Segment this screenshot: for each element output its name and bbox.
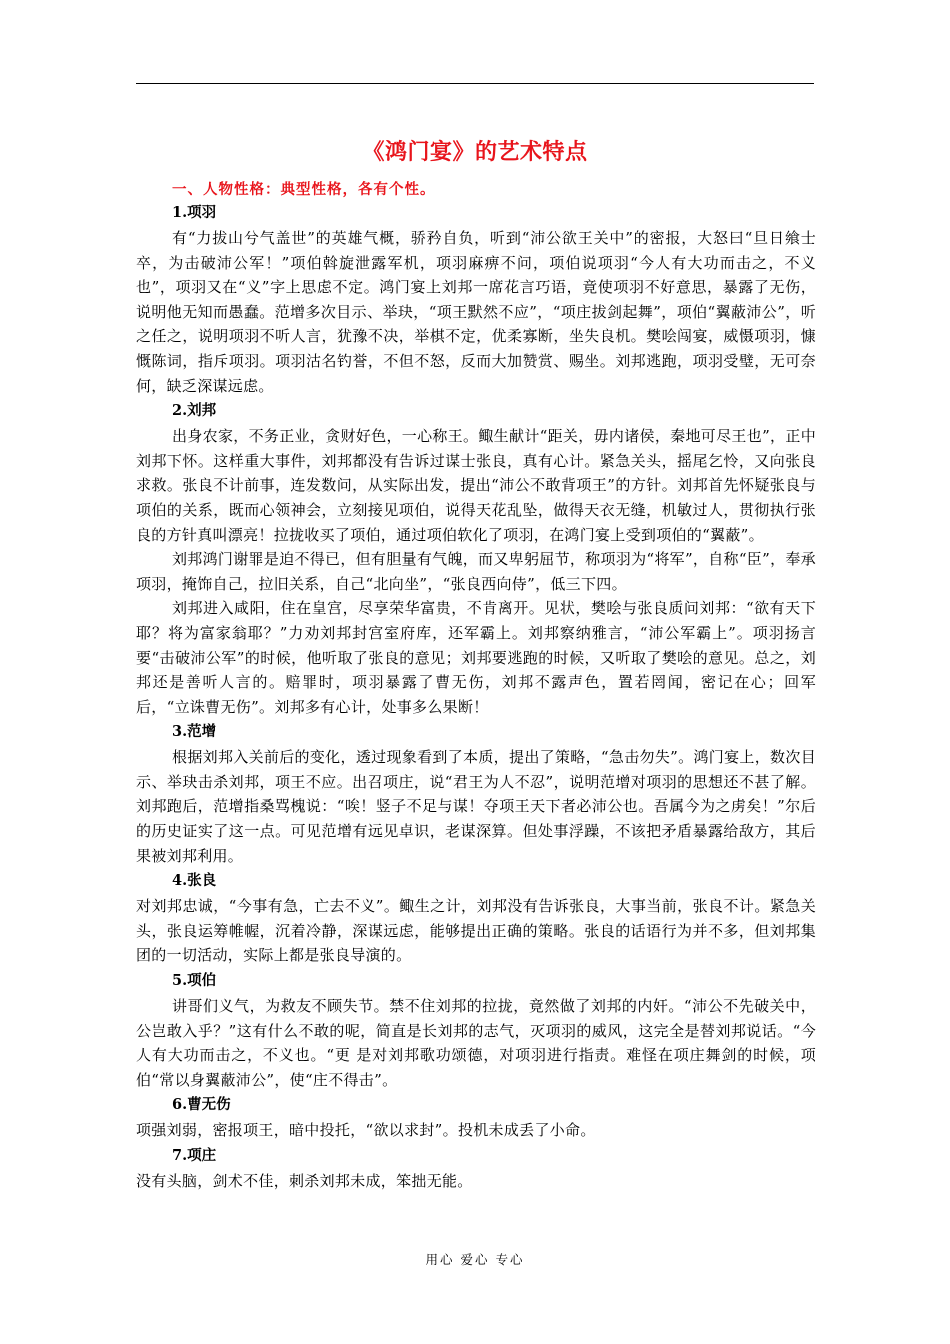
document-body bbox=[136, 200, 816, 1194]
paragraph: 刘邦鸿门谢罪是迫不得已，但有胆量有气魄，而又卑躬屈节，称项羽为“将军”，自称“臣”，奉承项羽，掩饰自己，拉旧关系，自己“北向坐”，“张良西向侍”，低三下四。 bbox=[136, 550, 816, 593]
character-block bbox=[136, 398, 816, 719]
character-heading: 1.项羽 bbox=[172, 204, 217, 221]
section-heading: 一、人物性格：典型性格，各有个性。 bbox=[172, 181, 436, 198]
character-block bbox=[136, 1143, 816, 1194]
paragraph: 没有头脑，剑术不佳，刺杀刘邦未成，笨拙无能。 bbox=[136, 1172, 473, 1190]
character-heading: 5.项伯 bbox=[172, 972, 217, 990]
character-block bbox=[136, 868, 816, 968]
paragraph: 根据刘邦入关前后的变化，透过现象看到了本质，提出了策略，“急击勿失”。鸿门宴上，数次目示、举玦击杀刘邦，项王不应。出召项庄，说“君王为人不忍”，说明范增对项羽的思想还不甚了解。刘邦跑后，范增指桑骂槐说：“唉！竖子不足与谋！夺项王天下者必沛公也。吾属今为之虏矣！”尔后的历史证实了这一点。可见范增有远见卓识，老谋深算。但处事浮躁，不该把矛盾暴露给敌方，其后果被刘邦利用。 bbox=[136, 748, 816, 865]
character-heading: 4.张良 bbox=[172, 872, 217, 890]
paragraph: 刘邦进入咸阳，住在皇宫，尽享荣华富贵，不肯离开。见状，樊哙与张良质问刘邦：“欲有天下耶？将为富家翁耶？”力劝刘邦封宫室府库，还军霸上。刘邦察纳雅言，“沛公军霸上”。项羽扬言要“击破沛公军”的时候，他听取了张良的意见；刘邦要逃跑的时候，又听取了樊哙的意见。总之，刘邦还是善听人言的。赔罪时，项羽暴露了曹无伤，刘邦不露声色，置若罔闻，密记在心；回军后，“立诛曹无伤”。刘邦多有心计，处事多么果断！ bbox=[136, 599, 816, 716]
character-block bbox=[136, 968, 816, 1092]
paragraph: 讲哥们义气，为救友不顾失节。禁不住刘邦的拉拢，竟然做了刘邦的内奸。“沛公不先破关中，公岂敢入乎？”这有什么不敢的呢，简直是长刘邦的志气，灭项羽的威风，这完全是替刘邦说话。“今人有大功而击之，不义也。“更 是对刘邦歌功颂德，对项羽进行指责。难怪在项庄舞剑的时候，项伯“常以身翼蔽沛公”，使“庄不得击”。 bbox=[136, 997, 816, 1089]
character-block bbox=[136, 200, 816, 398]
character-heading: 2.刘邦 bbox=[172, 402, 217, 420]
paragraph: 有“力拔山兮气盖世”的英雄气概，骄矜自负，听到“沛公欲王关中”的密报，大怒曰“旦日飨士卒，为击破沛公军！”项伯斡旋泄露军机，项羽麻痹不问，项伯说项羽“今人有大功而击之，不义也”，项羽又在“义”字上思虑不定。鸿门宴上刘邦一席花言巧语，竟使项羽不好意思，暴露了无伤，说明他无知而愚蠢。范增多次目示、举玦，“项王默然不应”，“项庄拔剑起舞”，项伯“翼蔽沛公”，听之任之，说明项羽不听人言，犹豫不决，举棋不定，优柔寡断，坐失良机。樊哙闯宴，威慑项羽，慷慨陈词，指斥项羽。项羽沽名钓誉，不但不怒，反而大加赞赏、赐坐。刘邦逃跑，项羽受璧，无可奈何，缺乏深谋远虑。 bbox=[136, 229, 816, 395]
paragraph: 项强刘弱，密报项王，暗中投托，“欲以求封”。投机未成丢了小命。 bbox=[136, 1121, 596, 1140]
character-block bbox=[136, 719, 816, 868]
character-heading: 3.范增 bbox=[172, 723, 217, 741]
character-block bbox=[136, 1092, 816, 1143]
character-heading: 7.项庄 bbox=[172, 1147, 217, 1164]
paragraph: 出身农家，不务正业，贪财好色，一心称王。鲰生献计“距关，毋内诸侯，秦地可尽王也”，正中刘邦下怀。这样重大事件，刘邦都没有告诉过谋士张良，真有心计。紧急关头，摇尾乞怜，又向张良求救。张良不计前事，连发数问，从实际出发，提出“沛公不敢背项王”的方针。刘邦首先怀疑张良与项伯的关系，既而心领神会，立刻接见项伯，说得天花乱坠，做得天衣无缝，机敏过人，贯彻执行张良的方针真叫漂亮！拉拢收买了项伯，通过项伯软化了项羽，在鸿门宴上受到项伯的“翼蔽”。 bbox=[136, 427, 816, 544]
page-footer: 用心 爱心 专心 bbox=[425, 1252, 525, 1267]
page-title: 《鸿门宴》的艺术特点 bbox=[362, 140, 588, 165]
header-rule bbox=[136, 83, 814, 84]
paragraph: 对刘邦忠诚，“今事有急，亡去不义”。鲰生之计，刘邦没有告诉张良，大事当前，张良不计。紧急关头，张良运筹帷幄，沉着冷静，深谋远虑，能够提出正确的策略。张良的话语行为并不多，但刘邦集团的一切活动，实际上都是张良导演的。 bbox=[136, 897, 816, 965]
character-heading: 6.曹无伤 bbox=[172, 1096, 231, 1114]
